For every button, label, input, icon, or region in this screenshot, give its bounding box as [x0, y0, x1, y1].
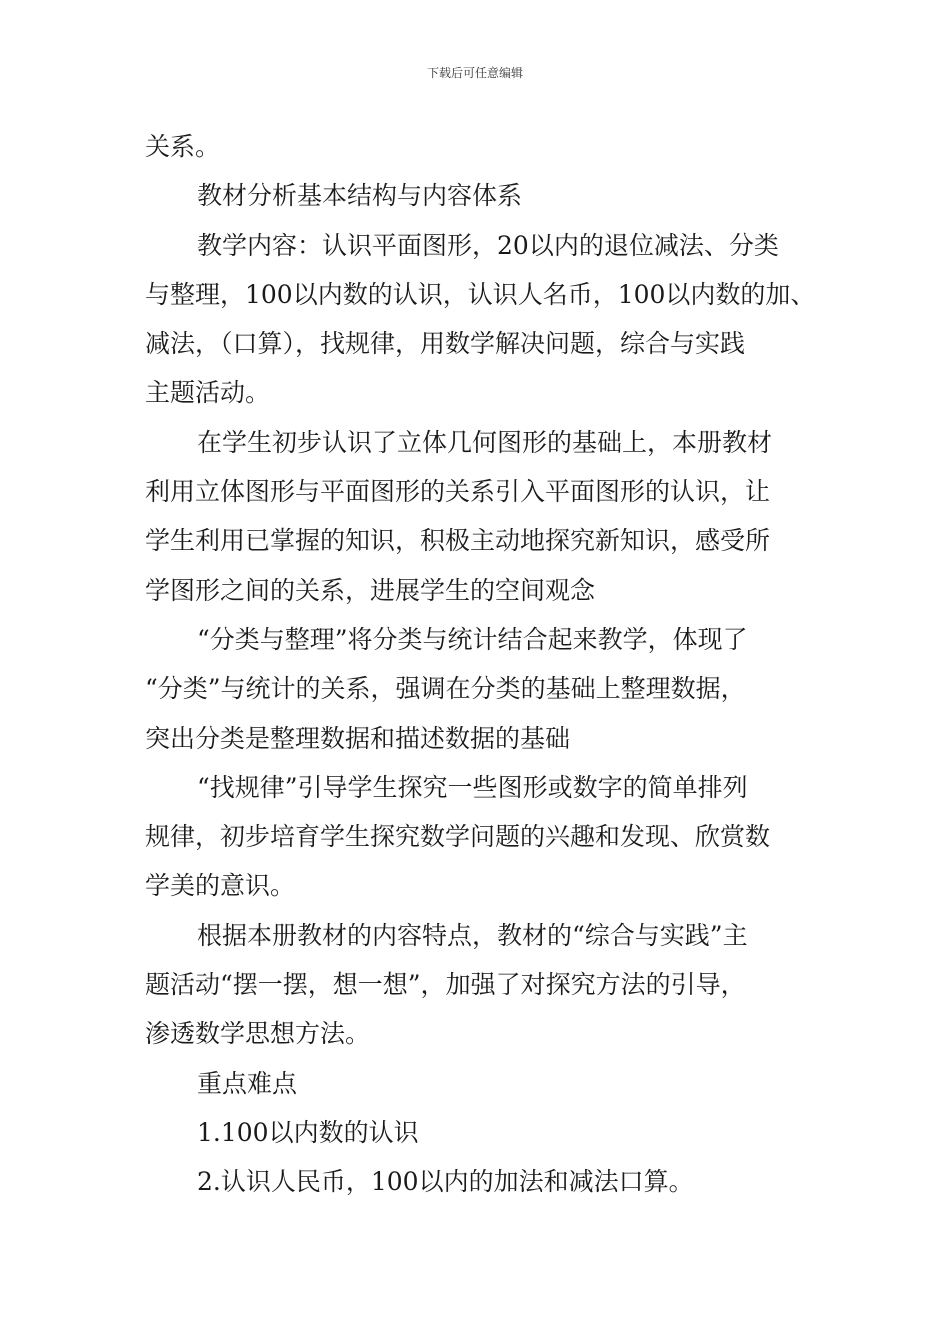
- text-line: 规律，初步培育学生探究数学问题的兴趣和发现、欣赏数: [145, 822, 771, 852]
- text-line: 与整理，100以内数的认识，认识人名币，100以内数的加、: [145, 279, 816, 309]
- section-heading: 重点难点: [197, 1068, 298, 1098]
- list-item: 1.100以内数的认识: [197, 1117, 419, 1147]
- text-line: 渗透数学思想方法。: [145, 1019, 371, 1049]
- document-body: [145, 122, 835, 1207]
- text-line: 减法，（口算），找规律，用数学解决问题，综合与实践: [145, 329, 746, 359]
- list-item: 2.认识人民币，100以内的加法和减法口算。: [197, 1167, 694, 1197]
- text-line: “找规律”引导学生探究一些图形或数字的简单排列: [197, 772, 748, 802]
- text-line: 教学内容：认识平面图形，20以内的退位减法、分类: [197, 230, 779, 260]
- text-line: 利用立体图形与平面图形的关系引入平面图形的认识，让: [145, 477, 771, 507]
- text-line: 主题活动。: [145, 378, 271, 408]
- text-line: 学美的意识。: [145, 871, 296, 901]
- page-header: 下载后可任意编辑: [426, 66, 523, 80]
- text-line: “分类与整理”将分类与统计结合起来教学，体现了: [197, 624, 748, 654]
- text-line: 学生利用已掌握的知识，积极主动地探究新知识，感受所: [145, 526, 771, 556]
- text-line: “分类”与统计的关系，强调在分类的基础上整理数据，: [145, 674, 746, 704]
- text-line: 题活动“摆一摆，想一想”，加强了对探究方法的引导，: [145, 970, 746, 1000]
- text-line: 根据本册教材的内容特点，教材的“综合与实践”主: [197, 920, 748, 950]
- text-line: 在学生初步认识了立体几何图形的基础上，本册教材: [197, 427, 773, 457]
- text-line: 关系。: [145, 132, 221, 161]
- text-line: 突出分类是整理数据和描述数据的基础: [145, 723, 571, 753]
- section-heading: 教材分析基本结构与内容体系: [197, 181, 523, 211]
- text-line: 学图形之间的关系，进展学生的空间观念: [145, 575, 596, 605]
